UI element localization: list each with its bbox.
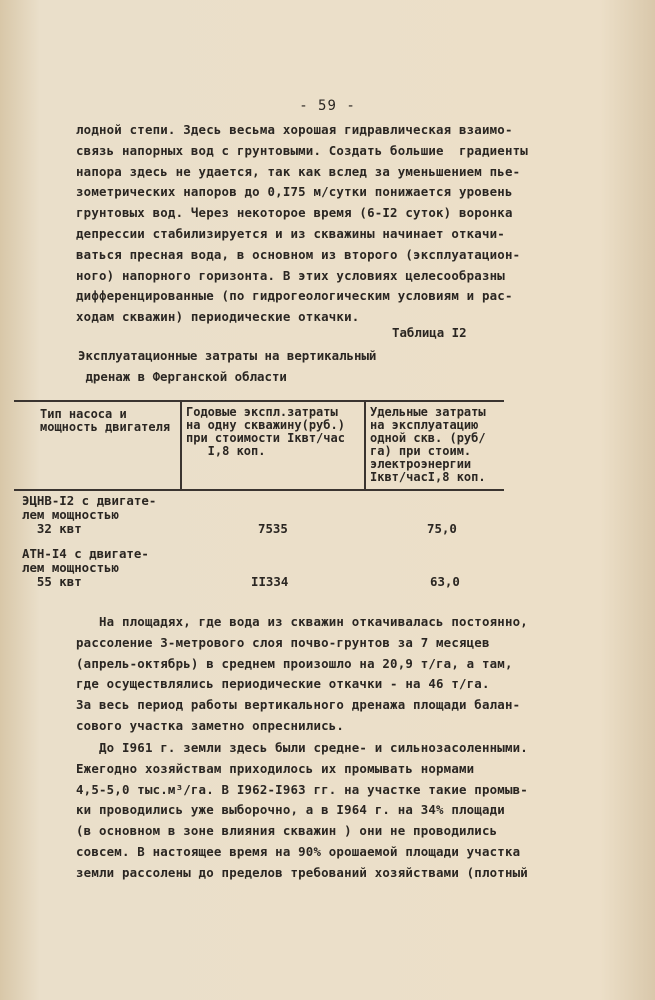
text-line: зометрических напоров до 0,I75 м/сутки понижается уровень xyxy=(76,184,513,200)
table-cell-type: АТН-I4 с двигате- лем мощностью 55 квт xyxy=(22,546,149,589)
text-line: напора здесь не удается, так как вслед за уменьшением пье- xyxy=(76,163,521,179)
text-line: За весь период работы вертикального дренажа площади балан- xyxy=(76,697,521,713)
text-line: сового участка заметно опреснились. xyxy=(76,717,345,733)
text-line: дифференцированные (по гидрогеологическим условиям и рас- xyxy=(76,288,513,304)
text-line: земли рассолены до пределов требований хозяйствами (плотный xyxy=(76,864,528,880)
text-line: лодной степи. Здесь весьма хорошая гидравлическая взаимо- xyxy=(76,122,513,137)
text-line: ваться пресная вода, в основном из второго (эксплуатацион- xyxy=(76,246,521,262)
paragraph-2 xyxy=(76,612,528,737)
text-line: 4,5-5,0 тыс.м³/га. В I962-I963 гг. на участке такие промыв- xyxy=(76,781,528,797)
table-header-rule xyxy=(14,489,504,491)
table-title-line: дренаж в Ферганской области xyxy=(78,369,287,384)
text-line: На площадях, где вода из скважин откачивалась постоянно, xyxy=(76,614,528,629)
paragraph-1 xyxy=(76,120,528,328)
text-line: (апрель-октябрь) в среднем произошло на 20,9 т/га, а там, xyxy=(76,655,513,671)
text-line: где осуществлялись периодические откачки - на 46 т/га. xyxy=(76,676,490,692)
text-line: грунтовых вод. Через некоторое время (6-I2 суток) воронка xyxy=(76,205,513,221)
text-line: ного) напорного горизонта. В этих условиях целесообразны xyxy=(76,267,505,283)
page-number: - 59 - xyxy=(299,98,356,114)
text-line: ки проводились уже выборочно, а в I964 г. на 34% площади xyxy=(76,802,505,818)
table-title xyxy=(78,345,376,387)
text-line: Ежегодно хозяйствам приходилось их промывать нормами xyxy=(76,760,475,776)
table-title-line: Эксплуатационные затраты на вертикальный xyxy=(78,348,377,363)
table-cell-annual: 7535 xyxy=(258,521,288,536)
text-line: связь напорных вод с грунтовыми. Создать большие градиенты xyxy=(76,142,528,158)
table-cell-specific: 75,0 xyxy=(427,521,457,536)
paragraph-3 xyxy=(76,738,528,884)
table-top-rule xyxy=(14,400,504,402)
text-line: ходам скважин) периодические откачки. xyxy=(76,309,360,325)
table-number: Таблица I2 xyxy=(392,325,467,340)
text-line: совсем. В настоящее время на 90% орошаемой площади участка xyxy=(76,843,521,859)
table-column-divider xyxy=(180,400,182,490)
table-header-specific: Удельные затраты на эксплуатацию одной скв. (руб/ га) при стоим. электроэнергии Iквт/часI,8 коп. xyxy=(370,405,486,484)
table-cell-annual: II334 xyxy=(251,574,289,589)
table-header-type: Тип насоса и мощность двигателя xyxy=(40,407,171,434)
text-line: рассоление 3-метрового слоя почво-грунтов за 7 месяцев xyxy=(76,634,490,650)
text-line: (в основном в зоне влияния скважин ) они не проводились xyxy=(76,823,498,839)
table-cell-specific: 63,0 xyxy=(430,574,460,589)
text-line: До I961 г. земли здесь были средне- и сильнозасоленными. xyxy=(76,740,528,755)
table-cell-type: ЭЦНВ-I2 с двигате- лем мощностью 32 квт xyxy=(22,493,157,536)
table-header-annual: Годовые экспл.затраты на одну скважину(руб.) при стоимости Iквт/час I,8 коп. xyxy=(186,405,345,458)
table-column-divider xyxy=(364,400,366,490)
text-line: депрессии стабилизируется и из скважины начинает откачи- xyxy=(76,225,505,241)
